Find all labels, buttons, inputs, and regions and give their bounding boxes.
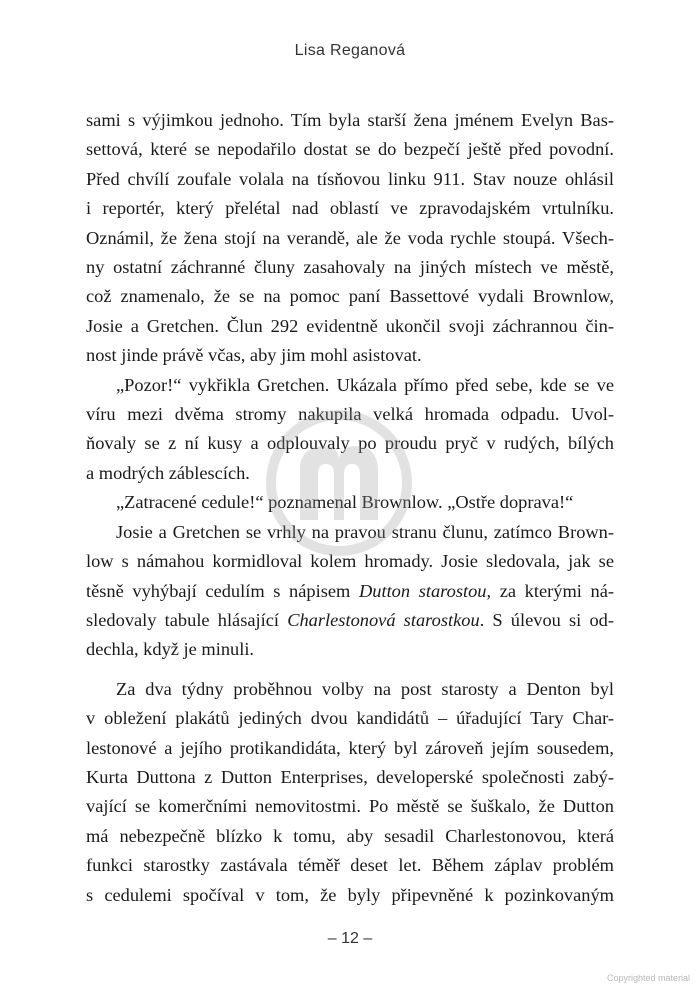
text-run: . S úlevou si od- [479, 609, 614, 630]
italic-title-charlestonova: Charlestonová starostkou [287, 609, 480, 630]
text-line: v obležení plakátů jediných dvou kandidátů – úřadující Tary Char- [86, 708, 614, 729]
text-run: těsně vyhýbají cedulím s nápisem [86, 580, 359, 601]
text-line: „Pozor!“ vykřikla Gretchen. Ukázala přímo před sebe, kde se ve [116, 374, 614, 395]
text-line: což znamenalo, že se na pomoc paní Bassettové vydali Brownlow, [86, 286, 614, 307]
text-line: Oznámil, že žena stojí na verandě, ale že voda rychle stoupá. Všech- [86, 227, 614, 248]
page-number: – 12 – [327, 930, 373, 947]
text-line: „Zatracené cedule!“ poznamenal Brownlow. „Ostře doprava!“ [116, 492, 574, 513]
text-line: lestonové a jejího protikandidáta, který byl zároveň jejím sousedem, [86, 737, 614, 758]
text-line: i reportér, který přelétal nad oblastí ve zpravodajském vrtulníku. [86, 198, 614, 219]
text-line: ňovaly se z ní kusy a odplouvaly po proudu pryč v rudých, bílých [86, 433, 614, 454]
text-line [86, 606, 614, 635]
text-line [86, 577, 614, 606]
text-line: vající se komerčními nemovitostmi. Po městě se šuškalo, že Dutton [86, 796, 614, 817]
text-line: a modrých záblescích. [86, 462, 250, 483]
copyright-notice: Copyrighted material [606, 973, 690, 983]
text-run: , za kterými ná- [486, 580, 614, 601]
text-line: funkci starostky zastávala téměř deset let. Během záplav problém [86, 855, 614, 876]
text-line: s cedulemi spočíval v tom, že byly připevněné k pozinkovaným [86, 884, 614, 905]
text-line: má nebezpečně blízko k tomu, aby sesadil Charlestonovou, která [86, 825, 614, 846]
page-body-text [86, 106, 614, 910]
italic-title-dutton: Dutton starostou [358, 580, 487, 601]
running-head-author: Lisa Reganová [294, 42, 406, 59]
text-line: sami s výjimkou jednoho. Tím byla starší žena jménem Evelyn Bas- [86, 110, 614, 130]
text-line: ny ostatní záchranné čluny zasahovaly na jiných místech ve městě, [86, 257, 614, 278]
text-line: dechla, když je minuli. [86, 639, 255, 660]
text-line: Josie a Gretchen. Člun 292 evidentně ukončil svoji záchrannou čin- [86, 315, 614, 336]
text-line: low s námahou kormidloval kolem hromady. Josie sledovala, jak se [86, 551, 614, 572]
text-line: Kurta Duttona z Dutton Enterprises, developerské společnosti zabý- [86, 766, 614, 787]
text-line: víru mezi dvěma stromy nakupila velká hromada odpadu. Uvol- [86, 404, 614, 425]
text-line: Josie a Gretchen se vrhly na pravou stranu člunu, zatímco Brown- [116, 521, 614, 542]
text-line: settová, které se nepodařilo dostat se do bezpečí ještě před povodní. [86, 139, 614, 160]
text-line: Za dva týdny proběhnou volby na post starosty a Denton byl [116, 678, 614, 699]
text-line: nost jinde právě včas, aby jim mohl asistovat. [86, 345, 422, 366]
text-run: sledovaly tabule hlásající [86, 609, 288, 630]
text-line: Před chvílí zoufale volala na tísňovou linku 911. Stav nouze ohlásil [86, 168, 614, 189]
